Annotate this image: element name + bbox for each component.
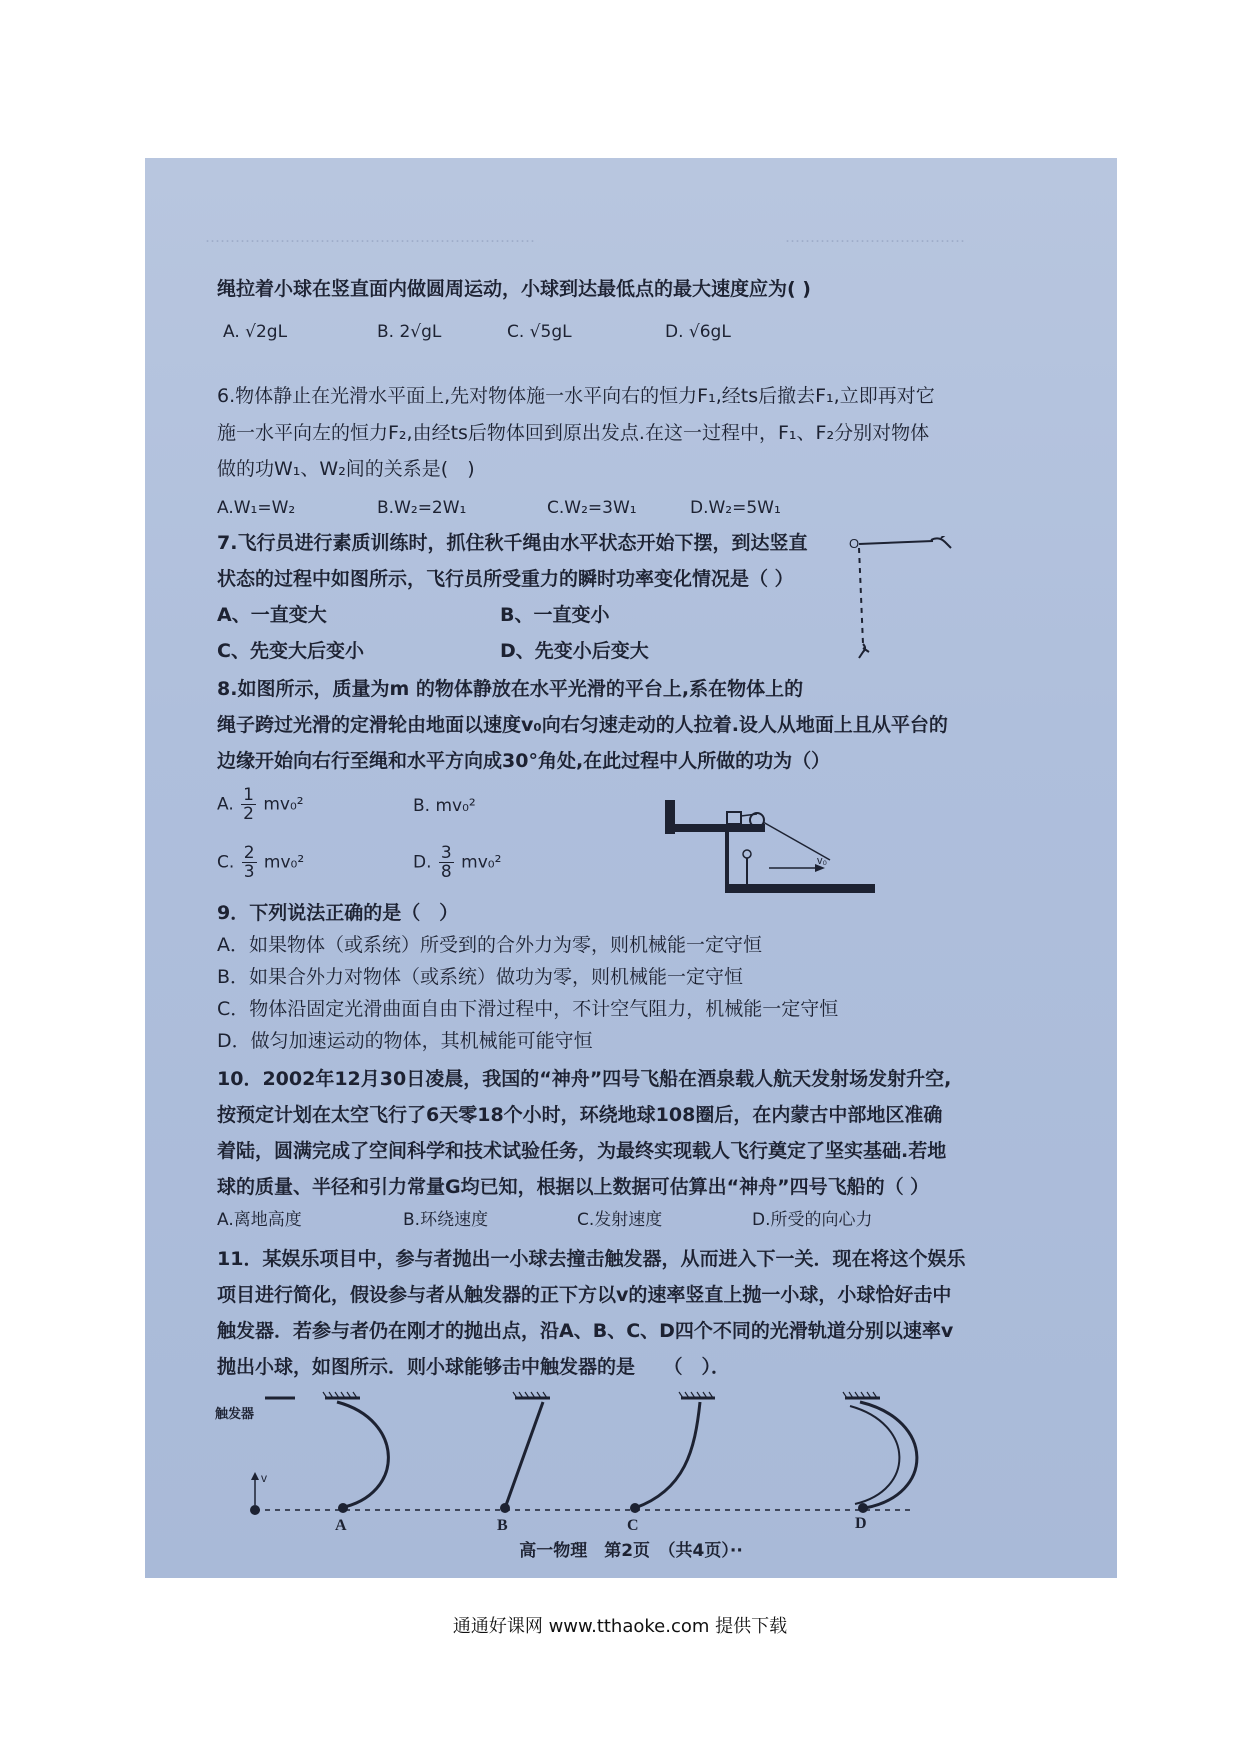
q6-line-1: 6.物体静止在光滑水平面上,先对物体施一水平向右的恒力F₁,经ts后撤去F₁,立即再对它 (217, 385, 935, 407)
bleed-through-text: ……………………………… (785, 228, 965, 246)
q11-line-3: 触发器．若参与者仍在刚才的抛出点，沿A、B、C、D四个不同的光滑轨道分别以速率v (217, 1320, 954, 1342)
q5-option-b: B. 2√gL (377, 322, 442, 342)
q7-option-a: A、一直变大 (217, 604, 327, 626)
q8-option-b: B. mv₀² (413, 796, 476, 816)
q8-line-2: 绳子跨过光滑的定滑轮由地面以速度v₀向右匀速走动的人拉着.设人从地面上且从平台的 (217, 714, 948, 736)
q5-option-a: A. √2gL (223, 322, 288, 342)
q9-option-a: A．如果物体（或系统）所受到的合外力为零，则机械能一定守恒 (217, 934, 762, 956)
q8-line-1: 8.如图所示，质量为m 的物体静放在水平光滑的平台上,系在物体上的 (217, 678, 804, 700)
q10-line-4: 球的质量、半径和引力常量G均已知，根据以上数据可估算出“神舟”四号飞船的（ ） (217, 1176, 930, 1198)
q6-option-c: C.W₂=3W₁ (547, 498, 637, 518)
bleed-through-text: ………………………………………………………… (205, 228, 535, 246)
q10-option-b: B.环绕速度 (403, 1210, 489, 1230)
q10-option-d: D.所受的向心力 (752, 1210, 873, 1230)
pivot-label: O (849, 536, 860, 551)
q8-option-a: A. $\frac{1}{2}$ mv₀² (217, 785, 304, 824)
q9-option-d: D．做匀加速运动的物体，其机械能可能守恒 (217, 1030, 593, 1052)
q7-line-1: 7.飞行员进行素质训练时，抓住秋千绳由水平状态开始下摆，到达竖直 (217, 532, 808, 554)
q5-stem: 绳拉着小球在竖直面内做圆周运动，小球到达最低点的最大速度应为( ) (217, 278, 811, 300)
q5-option-d: D. √6gL (665, 322, 731, 342)
q10-option-c: C.发射速度 (577, 1210, 663, 1230)
q10-option-a: A.离地高度 (217, 1210, 302, 1230)
q8-line-3: 边缘开始向右行至绳和水平方向成30°角处,在此过程中人所做的功为（） (217, 750, 831, 772)
track-label-b: B (497, 1517, 508, 1530)
v-label: v (261, 1471, 267, 1485)
q11-line-2: 项目进行简化，假设参与者从触发器的正下方以v的速率竖直上抛一小球，小球恰好击中 (217, 1284, 952, 1306)
q7-line-2: 状态的过程中如图所示，飞行员所受重力的瞬时功率变化情况是（ ） (217, 568, 794, 590)
trigger-tracks-figure (215, 1390, 975, 1530)
q6-option-b: B.W₂=2W₁ (377, 498, 467, 518)
q7-option-c: C、先变大后变小 (217, 640, 364, 662)
scanned-exam-photo (145, 158, 1117, 1578)
track-label-d: D (855, 1515, 867, 1530)
track-label-c: C (627, 1517, 639, 1530)
v0-label: v₀ (817, 855, 828, 867)
site-footer: 通通好课网 www.tthaoke.com 提供下载 (452, 1616, 788, 1637)
q9-option-c: C．物体沿固定光滑曲面自由下滑过程中，不计空气阻力，机械能一定守恒 (217, 998, 839, 1020)
q7-option-b: B、一直变小 (500, 604, 610, 626)
q11-line-4: 抛出小球，如图所示．则小球能够击中触发器的是 （ ）． (217, 1356, 731, 1378)
page-number-footer: 高一物理 第2页 （共4页）·· (519, 1541, 743, 1561)
q10-line-1: 10．2002年12月30日凌晨，我国的“神舟”四号飞船在酒泉载人航天发射场发射升空, (217, 1068, 952, 1090)
swing-figure (845, 536, 975, 661)
q9-option-b: B．如果合外力对物体（或系统）做功为零，则机械能一定守恒 (217, 966, 744, 988)
q8-option-c: C. $\frac{2}{3}$ mv₀² (217, 843, 305, 882)
q5-option-c: C. √5gL (507, 322, 572, 342)
q7-option-d: D、先变小后变大 (500, 640, 649, 662)
track-label-a: A (335, 1517, 347, 1530)
q11-line-1: 11．某娱乐项目中，参与者抛出一小球去撞击触发器，从而进入下一关．现在将这个娱乐 (217, 1248, 966, 1270)
q6-line-2: 施一水平向左的恒力F₂,由经ts后物体回到原出发点.在这一过程中，F₁、F₂分别对物体 (217, 422, 930, 444)
q6-line-3: 做的功W₁、W₂间的关系是( ) (217, 458, 475, 480)
q8-option-d: D. $\frac{3}{8}$ mv₀² (413, 843, 502, 882)
q10-line-3: 着陆，圆满完成了空间科学和技术试验任务，为最终实现载人飞行奠定了坚实基础.若地 (217, 1140, 947, 1162)
q6-option-d: D.W₂=5W₁ (690, 498, 781, 518)
pulley-figure (665, 798, 885, 898)
q6-option-a: A.W₁=W₂ (217, 498, 296, 518)
trigger-label: 触发器 (215, 1406, 255, 1421)
q9-stem: 9．下列说法正确的是（ ） (217, 902, 459, 924)
q10-line-2: 按预定计划在太空飞行了6天零18个小时，环绕地球108圈后，在内蒙古中部地区准确 (217, 1104, 943, 1126)
